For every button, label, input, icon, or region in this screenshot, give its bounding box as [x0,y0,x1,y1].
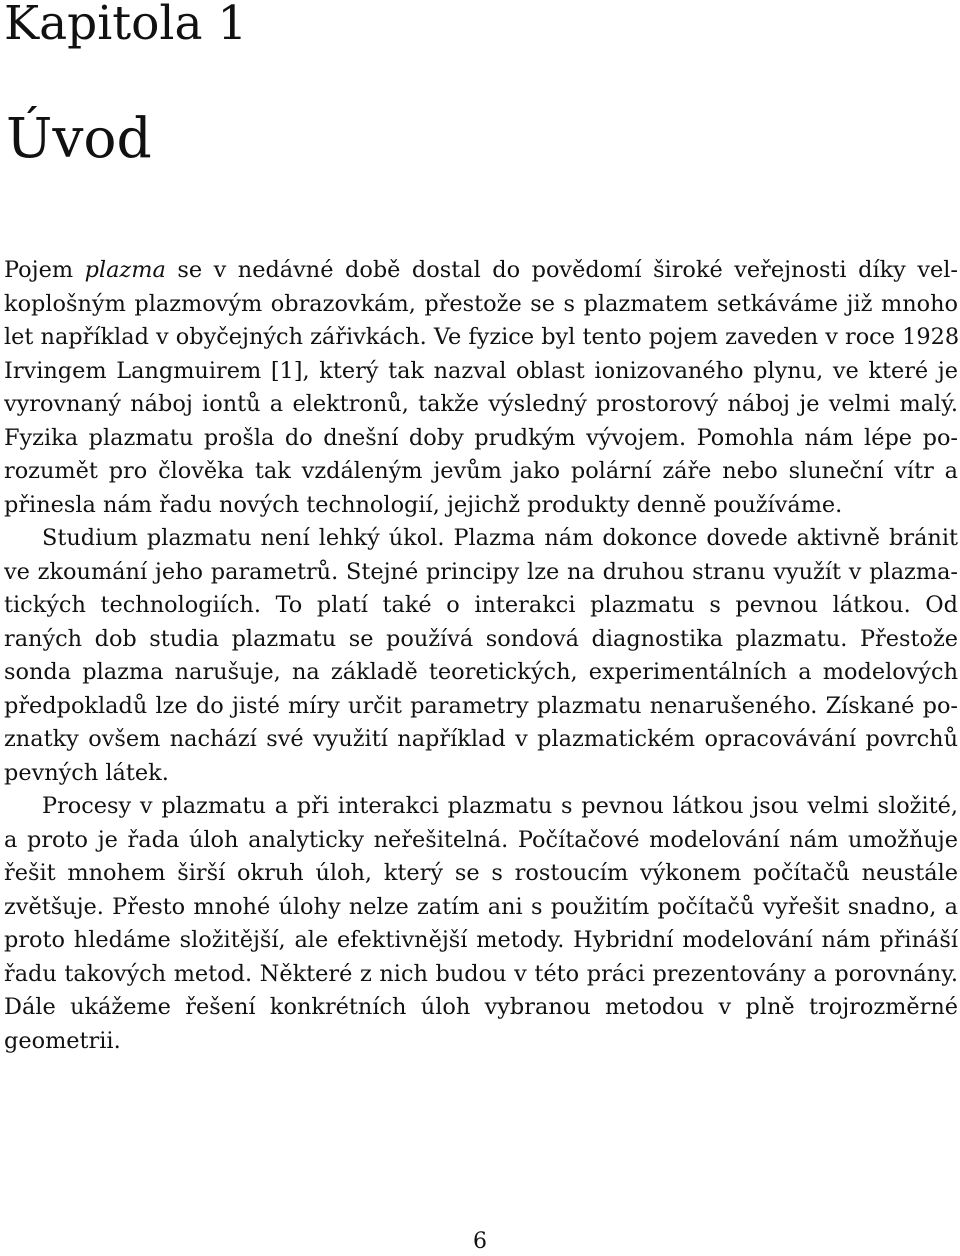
chapter-label: Kapitola 1 [4,0,248,51]
text-line: znatky ovšem nachází své využití například v plazmatickém opracovávání povrchů [4,726,958,752]
text-line: Studium plazmatu není lehký úkol. Plazma nám dokonce dovede aktivně bránit [42,525,958,551]
text-line: řešit mnohem širší okruh úloh, který se s rostoucím výkonem počítačů neustále [4,860,958,886]
text-line: Fyzika plazmatu prošla do dnešní doby prudkým vývojem. Pomohla nám lépe po- [4,424,958,451]
emphasized-term: plazma [84,257,166,283]
body-text [4,254,958,1058]
text-line: ve zkoumání jeho parametrů. Stejné principy lze na druhou stranu využít v plazma- [4,558,958,585]
text-line: a proto je řada úloh analyticky neřešitelná. Počítačové modelování nám umožňuje [4,826,958,853]
text-line: řadu takových metod. Některé z nich budou v této práci prezentovány a porovnány. [4,960,958,987]
text-line: koplošným plazmovým obrazovkám, přestože se s plazmatem setkáváme již mnoho [4,290,958,317]
chapter-title: Úvod [6,106,152,170]
text-line [4,254,958,288]
text-line: rozumět pro člověka tak vzdáleným jevům jako polární záře nebo sluneční vítr a [4,458,958,484]
text-line: proto hledáme složitější, ale efektivnější metody. Hybridní modelování nám přináší [4,927,958,953]
text-line: Irvingem Langmuirem [1], který tak nazval oblast ionizovaného plynu, ve které je [4,357,958,384]
text-line: Procesy v plazmatu a při interakci plazmatu s pevnou látkou jsou velmi složité, [42,793,958,819]
text-line: přinesla nám řadu nových technologií, jejichž produkty denně používáme. [4,491,843,518]
text-run: Pojem [4,257,85,283]
paragraph-3 [4,790,958,1058]
text-line: Dále ukážeme řešení konkrétních úloh vybranou metodou v plně trojrozměrné [4,994,958,1020]
text-run: se v nedávné době dostal do povědomí široké veřejnosti díky vel- [165,257,958,283]
paragraph-1 [4,254,958,522]
page-number: 6 [473,1229,487,1254]
text-line: zvětšuje. Přesto mnohé úlohy nelze zatím ani s použitím počítačů vyřešit snadno, a [4,893,958,920]
text-line: předpokladů lze do jisté míry určit parametry plazmatu nenarušeného. Získané po- [4,692,958,719]
text-line: geometrii. [4,1027,121,1054]
text-line: let například v obyčejných zářivkách. Ve fyzice byl tento pojem zaveden v roce 1928 [4,324,960,350]
text-line: pevných látek. [4,759,169,786]
text-line: vyrovnaný náboj iontů a elektronů, takže výsledný prostorový náboj je velmi malý. [4,391,958,417]
text-line: raných dob studia plazmatu se používá sondová diagnostika plazmatu. Přestože [4,625,958,652]
text-line: tických technologiích. To platí také o interakci plazmatu s pevnou látkou. Od [4,592,958,618]
paragraph-2 [4,522,958,790]
text-line: sonda plazma narušuje, na základě teoretických, experimentálních a modelových [4,659,958,685]
